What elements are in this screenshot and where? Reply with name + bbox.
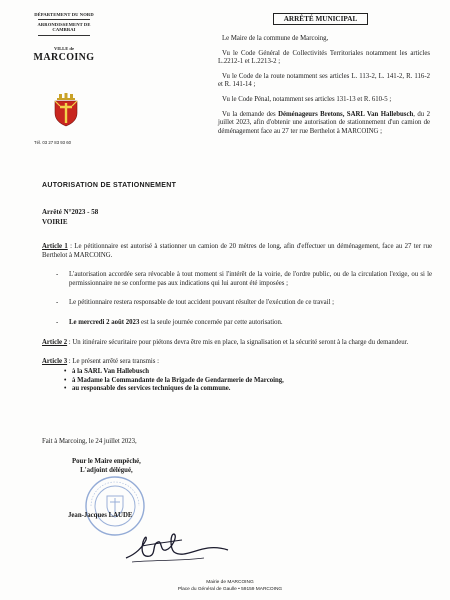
bullet-text: Le pétitionnaire restera responsable de tout accident pouvant résulter de l'exécution de ce travail ;	[69, 299, 335, 307]
ville-name: MARCOING	[33, 51, 95, 63]
list-item	[42, 271, 432, 288]
adjoint-delegue: L'adjoint délégué,	[80, 466, 133, 474]
preamble-maire: Le Maire de la commune de Marcoing,	[222, 35, 329, 42]
list-item-date	[42, 319, 432, 328]
bullet-marker: -	[56, 318, 59, 326]
header-divider	[38, 35, 90, 36]
bullet-text: L'autorisation accordée sera révocable à tout moment si l'intérêt de la voirie, de l'ordre public, ou de la circulation l'exige, ou si le permissionnaire ne se conforme pas aux indications qui lui auront été imposées ;	[69, 271, 432, 287]
article-2	[42, 339, 432, 348]
preamble-code-collectivites: Vu le Code Général de Collectivités Territoriales notamment les articles L.2212-1 et L.2213-2 ;	[218, 49, 430, 66]
date-rest: est la seule journée concernée par cette autorisation.	[139, 318, 283, 326]
heading-autorisation: AUTORISATION DE STATIONNEMENT	[42, 182, 177, 189]
article-1-text: : Le pétitionnaire est autorisé à stationner un camion de 20 mètres de long, afin d'effectuer un déménagement, face au 27 ter rue Berthelot à MARCOING.	[42, 243, 432, 259]
phone-number: Tél. 03 27 83 93 60	[34, 140, 72, 145]
article-3	[42, 358, 432, 394]
articles	[42, 243, 432, 394]
fait-a-line: Fait à Marcoing, le 24 juillet 2023,	[42, 438, 137, 445]
recipient-text: au responsable des services techniques de la commune.	[72, 385, 231, 393]
recipient-list	[42, 368, 432, 394]
signatory-title	[72, 458, 141, 476]
article-1-label: Article 1	[42, 243, 68, 250]
document-title: ARRÊTÉ MUNICIPAL	[273, 13, 368, 25]
signer-name: Jean-Jacques LAUDE	[68, 512, 133, 519]
department-label: DÉPARTEMENT DU NORD	[34, 12, 94, 17]
preamble	[218, 35, 430, 142]
bullet-marker: -	[56, 299, 59, 307]
list-item	[42, 299, 432, 308]
recipient-item	[64, 377, 432, 386]
preamble-code-route: Vu le Code de la route notamment ses articles L. 113-2, L. 141-2, R. 116-2 et R. 141-14 ;	[218, 72, 430, 89]
article-3-label: Article 3	[42, 358, 68, 366]
recipient-bullet-icon: •	[64, 376, 67, 384]
date-bold: Le mercredi 2 août 2023	[69, 318, 140, 326]
article-3-text: : Le présent arrêté sera transmis :	[67, 358, 160, 366]
ville-label: VILLE de	[53, 45, 75, 51]
arrondissement-label: ARRONDISSEMENT DE CAMBRAI	[37, 22, 91, 33]
municipal-letterhead	[32, 12, 96, 145]
recipient-bullet-icon: •	[64, 385, 67, 393]
article-2-text: : Un itinéraire sécuritaire pour piétons devra être mis en place, la signalisation et la sécurité seront à la charge du demandeur.	[67, 338, 409, 346]
preamble-demande	[218, 111, 430, 137]
article-1	[42, 243, 432, 260]
coat-of-arms-icon	[51, 92, 81, 128]
recipient-item	[64, 385, 432, 394]
header-divider	[38, 19, 90, 20]
footer-mairie: Mairie de MARCOING	[206, 580, 254, 585]
demande-company: Déménageurs Bretons, SARL Van Hallebusch	[278, 110, 414, 118]
footer-address: Place du Général de Gaulle • 59159 MARCOING	[177, 586, 283, 592]
recipient-text: à Madame la Commandante de la Brigade de Gendarmerie de Marcoing,	[72, 376, 284, 384]
bullet-marker: -	[56, 271, 59, 279]
arrete-number: Arrêté N°2023 - 58	[42, 208, 99, 216]
category-label: VOIRIE	[42, 218, 68, 226]
article-2-label: Article 2	[42, 338, 68, 346]
recipient-bullet-icon: •	[64, 367, 67, 375]
recipient-text: à la SARL Van Hallebusch	[72, 367, 150, 375]
demande-rest: , du 2 juillet 2023, afin d'obtenir une autorisation de stationnement d'un camion de déménagement face au 27 ter rue Berthelot à MARCOING ;	[218, 110, 430, 135]
recipient-item	[64, 368, 432, 377]
preamble-code-penal: Vu le Code Pénal, notamment ses articles 131-13 et R. 610-5 ;	[222, 95, 392, 103]
pour-le-maire: Pour le Maire empêché,	[72, 458, 141, 465]
handwritten-signature	[112, 528, 232, 568]
demande-prefix: Vu la demande des	[222, 110, 279, 118]
page-footer	[110, 580, 350, 593]
